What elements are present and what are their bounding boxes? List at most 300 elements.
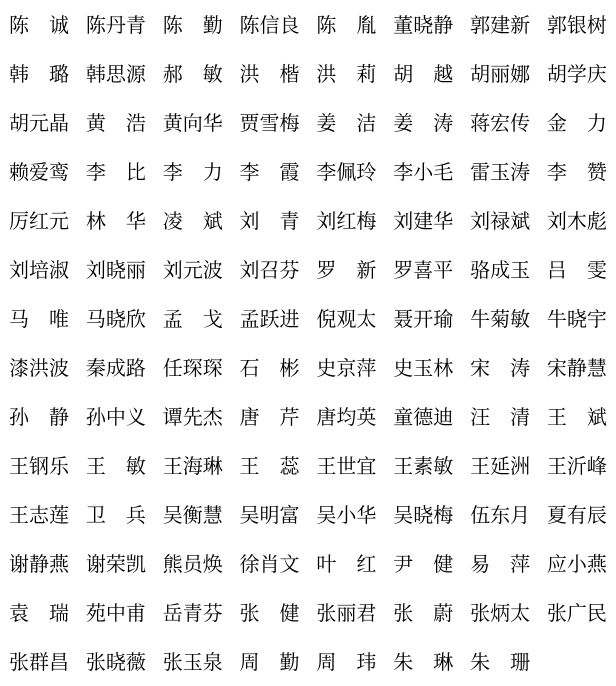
name-cell (9, 208, 69, 233)
name-character: 辰 (586, 502, 607, 527)
name-cell (546, 502, 607, 527)
name-cell (9, 61, 69, 86)
name-character: 员 (182, 551, 203, 576)
name-character: 李 (316, 159, 337, 184)
name-character: 信 (259, 12, 280, 37)
name-character: 凯 (125, 551, 146, 576)
name-character: 树 (586, 12, 607, 37)
name-character: 宋 (470, 355, 491, 380)
name-cell (239, 502, 300, 527)
name-character: 刘 (9, 257, 29, 282)
name-character: 丽 (490, 61, 511, 86)
name-character: 宇 (586, 306, 607, 331)
name-character: 张 (239, 600, 260, 625)
name-character: 莲 (49, 502, 69, 527)
name-cell (162, 355, 223, 380)
name-character: 秦 (85, 355, 106, 380)
name-character: 勤 (279, 649, 300, 674)
name-cell (470, 453, 531, 478)
name-cell (85, 208, 146, 233)
name-character: 钢 (29, 453, 49, 478)
name-character: 吴 (316, 502, 337, 527)
name-character: 建 (413, 208, 434, 233)
name-character: 中 (105, 404, 126, 429)
name-character: 富 (279, 502, 300, 527)
name-cell (9, 649, 69, 674)
name-character: 路 (125, 355, 146, 380)
name-character: 红 (336, 208, 357, 233)
name-cell (316, 12, 377, 37)
name-character: 兵 (125, 502, 146, 527)
name-cell (239, 110, 300, 135)
name-cell (546, 404, 607, 429)
name-character: 倪 (316, 306, 337, 331)
name-character: 汪 (470, 404, 491, 429)
name-character: 孙 (85, 404, 106, 429)
name-cell (316, 404, 377, 429)
name-character: 王 (162, 453, 183, 478)
name-character: 凌 (162, 208, 183, 233)
name-character: 王 (9, 502, 29, 527)
name-cell (546, 61, 607, 86)
name-character: 文 (279, 551, 300, 576)
name-character: 敏 (510, 306, 531, 331)
name-character: 波 (202, 257, 223, 282)
name-character: 佩 (336, 159, 357, 184)
name-character: 刘 (239, 257, 260, 282)
name-cell (470, 61, 531, 86)
name-character: 史 (316, 355, 337, 380)
name-cell (162, 600, 223, 625)
name-character: 海 (182, 453, 203, 478)
name-character: 张 (470, 600, 491, 625)
name-character: 中 (105, 600, 126, 625)
name-cell (162, 306, 223, 331)
name-character: 衡 (182, 502, 203, 527)
name-character: 青 (125, 12, 146, 37)
name-cell (239, 551, 300, 576)
name-character: 爱 (29, 159, 49, 184)
name-character: 雯 (586, 257, 607, 282)
name-cell (316, 257, 377, 282)
name-character: 越 (433, 61, 454, 86)
name-character: 琛 (182, 355, 203, 380)
name-character: 刘 (162, 257, 183, 282)
name-cell (546, 159, 607, 184)
name-cell (239, 600, 300, 625)
name-cell (85, 257, 146, 282)
name-character: 先 (182, 404, 203, 429)
name-character: 王 (546, 453, 567, 478)
name-character: 郝 (162, 61, 183, 86)
name-character: 静 (566, 355, 587, 380)
name-character: 戈 (202, 306, 223, 331)
name-cell (9, 110, 69, 135)
name-cell (316, 355, 377, 380)
name-character: 宜 (356, 453, 377, 478)
name-character: 慧 (586, 355, 607, 380)
name-character: 宋 (546, 355, 567, 380)
name-character: 荣 (105, 551, 126, 576)
name-character: 刘 (470, 208, 491, 233)
name-character: 晓 (413, 12, 434, 37)
name-character: 清 (510, 404, 531, 429)
name-character: 晓 (105, 306, 126, 331)
name-character: 陈 (85, 12, 106, 37)
name-character: 平 (433, 257, 454, 282)
name-character: 张 (85, 649, 106, 674)
name-character: 胤 (356, 12, 377, 37)
name-character: 刘 (393, 208, 414, 233)
name-character: 梅 (279, 110, 300, 135)
name-character: 静 (433, 12, 454, 37)
name-character: 吴 (239, 502, 260, 527)
name-character: 斌 (202, 208, 223, 233)
name-character: 薇 (125, 649, 146, 674)
name-character: 霞 (279, 159, 300, 184)
name-character: 元 (182, 257, 203, 282)
name-character: 力 (202, 159, 223, 184)
name-character: 静 (49, 404, 69, 429)
name-character: 楷 (279, 61, 300, 86)
name-character: 伍 (470, 502, 491, 527)
name-character: 莉 (356, 61, 377, 86)
name-cell (162, 649, 223, 674)
name-character: 珊 (510, 649, 531, 674)
name-character: 周 (239, 649, 260, 674)
name-character: 郭 (546, 12, 567, 37)
name-character: 英 (356, 404, 377, 429)
name-character: 郭 (470, 12, 491, 37)
name-cell (393, 453, 454, 478)
name-character: 骆 (470, 257, 491, 282)
name-character: 华 (125, 208, 146, 233)
name-character: 孟 (239, 306, 260, 331)
name-character: 敏 (202, 61, 223, 86)
name-character: 胡 (470, 61, 491, 86)
name-cell (470, 600, 531, 625)
name-cell (162, 110, 223, 135)
name-character: 月 (510, 502, 531, 527)
name-cell (393, 649, 454, 674)
name-character: 孙 (9, 404, 29, 429)
name-cell (9, 306, 69, 331)
name-cell (316, 453, 377, 478)
name-cell (393, 306, 454, 331)
name-character: 吴 (162, 502, 183, 527)
name-character: 进 (279, 306, 300, 331)
name-character: 林 (433, 355, 454, 380)
name-cell (85, 600, 146, 625)
name-cell (393, 404, 454, 429)
name-character: 王 (546, 404, 567, 429)
name-cell (9, 502, 69, 527)
name-character: 黄 (85, 110, 106, 135)
name-character: 比 (125, 159, 146, 184)
name-character: 唯 (49, 306, 69, 331)
name-character: 玉 (490, 159, 511, 184)
name-cell (9, 159, 69, 184)
name-character: 晓 (566, 306, 587, 331)
name-cell (316, 502, 377, 527)
name-character: 韩 (9, 61, 29, 86)
name-cell (239, 159, 300, 184)
name-character: 陈 (9, 12, 29, 37)
name-character: 玮 (356, 649, 377, 674)
name-character: 蒋 (470, 110, 491, 135)
name-character: 喜 (413, 257, 434, 282)
name-cell (316, 61, 377, 86)
name-cell (546, 355, 607, 380)
name-character: 元 (29, 110, 49, 135)
name-character: 雪 (259, 110, 280, 135)
name-character: 蔚 (433, 600, 454, 625)
name-character: 刘 (85, 257, 106, 282)
name-character: 跃 (259, 306, 280, 331)
name-character: 林 (85, 208, 106, 233)
name-character: 石 (239, 355, 260, 380)
name-character: 小 (566, 551, 587, 576)
name-character: 志 (29, 502, 49, 527)
name-character: 力 (586, 110, 607, 135)
name-character: 洁 (356, 110, 377, 135)
name-cell (470, 404, 531, 429)
name-character: 苑 (85, 600, 106, 625)
name-character: 群 (29, 649, 49, 674)
name-character: 谢 (9, 551, 29, 576)
name-character: 成 (105, 355, 126, 380)
name-character: 丹 (105, 12, 126, 37)
name-cell (316, 649, 377, 674)
name-character: 雷 (470, 159, 491, 184)
name-cell (162, 12, 223, 37)
name-character: 诚 (49, 12, 69, 37)
name-character: 均 (336, 404, 357, 429)
name-character: 娜 (510, 61, 531, 86)
name-cell (316, 600, 377, 625)
name-cell (85, 355, 146, 380)
name-character: 洲 (510, 453, 531, 478)
name-character: 史 (393, 355, 414, 380)
name-cell (239, 12, 300, 37)
name-cell (316, 306, 377, 331)
name-character: 小 (336, 502, 357, 527)
name-character: 李 (393, 159, 414, 184)
name-cell (546, 453, 607, 478)
name-character: 赖 (9, 159, 29, 184)
name-character: 晓 (105, 257, 126, 282)
name-character: 观 (336, 306, 357, 331)
name-character: 斌 (586, 404, 607, 429)
name-character: 华 (202, 110, 223, 135)
name-character: 东 (490, 502, 511, 527)
name-character: 洪 (239, 61, 260, 86)
name-character: 朱 (470, 649, 491, 674)
name-character: 明 (259, 502, 280, 527)
name-character: 姜 (393, 110, 414, 135)
name-character: 静 (29, 551, 49, 576)
name-character: 尹 (393, 551, 414, 576)
name-character: 漆 (9, 355, 29, 380)
name-character: 玉 (510, 257, 531, 282)
name-character: 峰 (586, 453, 607, 478)
name-character: 梅 (356, 208, 377, 233)
name-character: 菊 (490, 306, 511, 331)
name-character: 昌 (49, 649, 69, 674)
name-character: 琳 (433, 649, 454, 674)
name-character: 陈 (316, 12, 337, 37)
name-cell (85, 110, 146, 135)
name-character: 张 (546, 600, 567, 625)
name-character: 姜 (316, 110, 337, 135)
name-character: 玉 (182, 649, 203, 674)
name-character: 童 (393, 404, 414, 429)
name-cell (470, 110, 531, 135)
name-cell (393, 12, 454, 37)
name-character: 李 (85, 159, 106, 184)
name-character: 聂 (393, 306, 414, 331)
name-cell (393, 600, 454, 625)
name-character: 王 (393, 453, 414, 478)
name-character: 义 (125, 404, 146, 429)
name-cell (316, 551, 377, 576)
name-character: 京 (336, 355, 357, 380)
name-cell (239, 257, 300, 282)
name-cell (393, 502, 454, 527)
name-cell (239, 208, 300, 233)
name-character: 乐 (49, 453, 69, 478)
name-character: 斌 (510, 208, 531, 233)
name-character: 成 (490, 257, 511, 282)
name-cell (546, 208, 607, 233)
name-character: 萍 (356, 355, 377, 380)
name-character: 新 (510, 12, 531, 37)
name-cell (470, 257, 531, 282)
name-cell (239, 453, 300, 478)
name-cell (162, 502, 223, 527)
name-character: 涛 (433, 110, 454, 135)
name-cell (85, 551, 146, 576)
name-character: 王 (470, 453, 491, 478)
name-character: 刘 (316, 208, 337, 233)
name-character: 德 (413, 404, 434, 429)
name-cell (470, 306, 531, 331)
name-cell (470, 551, 531, 576)
name-cell (85, 502, 146, 527)
name-character: 焕 (202, 551, 223, 576)
name-character: 青 (279, 208, 300, 233)
name-cell (162, 159, 223, 184)
name-cell (162, 404, 223, 429)
name-character: 吴 (393, 502, 414, 527)
name-character: 瑜 (433, 306, 454, 331)
name-character: 刘 (546, 208, 567, 233)
name-character: 广 (566, 600, 587, 625)
name-character: 张 (162, 649, 183, 674)
name-character: 孟 (162, 306, 183, 331)
name-character: 欣 (125, 306, 146, 331)
name-character: 易 (470, 551, 491, 576)
name-character: 新 (356, 257, 377, 282)
name-character: 夏 (546, 502, 567, 527)
name-character: 素 (413, 453, 434, 478)
name-character: 玲 (356, 159, 377, 184)
name-character: 建 (490, 12, 511, 37)
name-character: 王 (85, 453, 106, 478)
name-character: 杰 (202, 404, 223, 429)
name-cell (85, 159, 146, 184)
name-character: 涛 (510, 159, 531, 184)
name-character: 张 (316, 600, 337, 625)
name-character: 谢 (85, 551, 106, 576)
name-cell (470, 355, 531, 380)
name-character: 陈 (239, 12, 260, 37)
name-character: 芬 (202, 600, 223, 625)
name-character: 红 (29, 208, 49, 233)
name-character: 徐 (239, 551, 260, 576)
name-character: 琳 (202, 453, 223, 478)
name-character: 琛 (202, 355, 223, 380)
name-character: 任 (162, 355, 183, 380)
name-character: 有 (566, 502, 587, 527)
name-character: 向 (182, 110, 203, 135)
name-character: 彪 (586, 208, 607, 233)
name-character: 卫 (85, 502, 106, 527)
name-character: 胡 (546, 61, 567, 86)
name-character: 应 (546, 551, 567, 576)
name-character: 沂 (566, 453, 587, 478)
name-character: 李 (546, 159, 567, 184)
name-character: 陈 (162, 12, 183, 37)
name-cell (546, 551, 607, 576)
name-character: 华 (433, 208, 454, 233)
name-character: 青 (182, 600, 203, 625)
name-character: 华 (356, 502, 377, 527)
name-character: 培 (29, 257, 49, 282)
name-character: 岳 (162, 600, 183, 625)
name-cell (9, 257, 69, 282)
name-character: 晓 (413, 502, 434, 527)
name-character: 民 (586, 600, 607, 625)
name-character: 学 (566, 61, 587, 86)
name-cell (316, 208, 377, 233)
name-character: 木 (566, 208, 587, 233)
name-cell (9, 355, 69, 380)
name-cell (85, 453, 146, 478)
name-character: 谭 (162, 404, 183, 429)
name-cell (239, 649, 300, 674)
name-character: 开 (413, 306, 434, 331)
name-cell (239, 355, 300, 380)
name-cell (239, 404, 300, 429)
name-character: 王 (239, 453, 260, 478)
name-character: 玉 (413, 355, 434, 380)
name-character: 晶 (49, 110, 69, 135)
name-cell (470, 159, 531, 184)
name-character: 肖 (259, 551, 280, 576)
name-character: 韩 (85, 61, 106, 86)
name-character: 罗 (316, 257, 337, 282)
name-character: 元 (49, 208, 69, 233)
name-character: 丽 (125, 257, 146, 282)
name-character: 彬 (279, 355, 300, 380)
name-character: 熊 (162, 551, 183, 576)
name-character: 甫 (125, 600, 146, 625)
name-character: 厉 (9, 208, 29, 233)
name-character: 泉 (202, 649, 223, 674)
name-character: 丽 (336, 600, 357, 625)
name-cell (316, 159, 377, 184)
